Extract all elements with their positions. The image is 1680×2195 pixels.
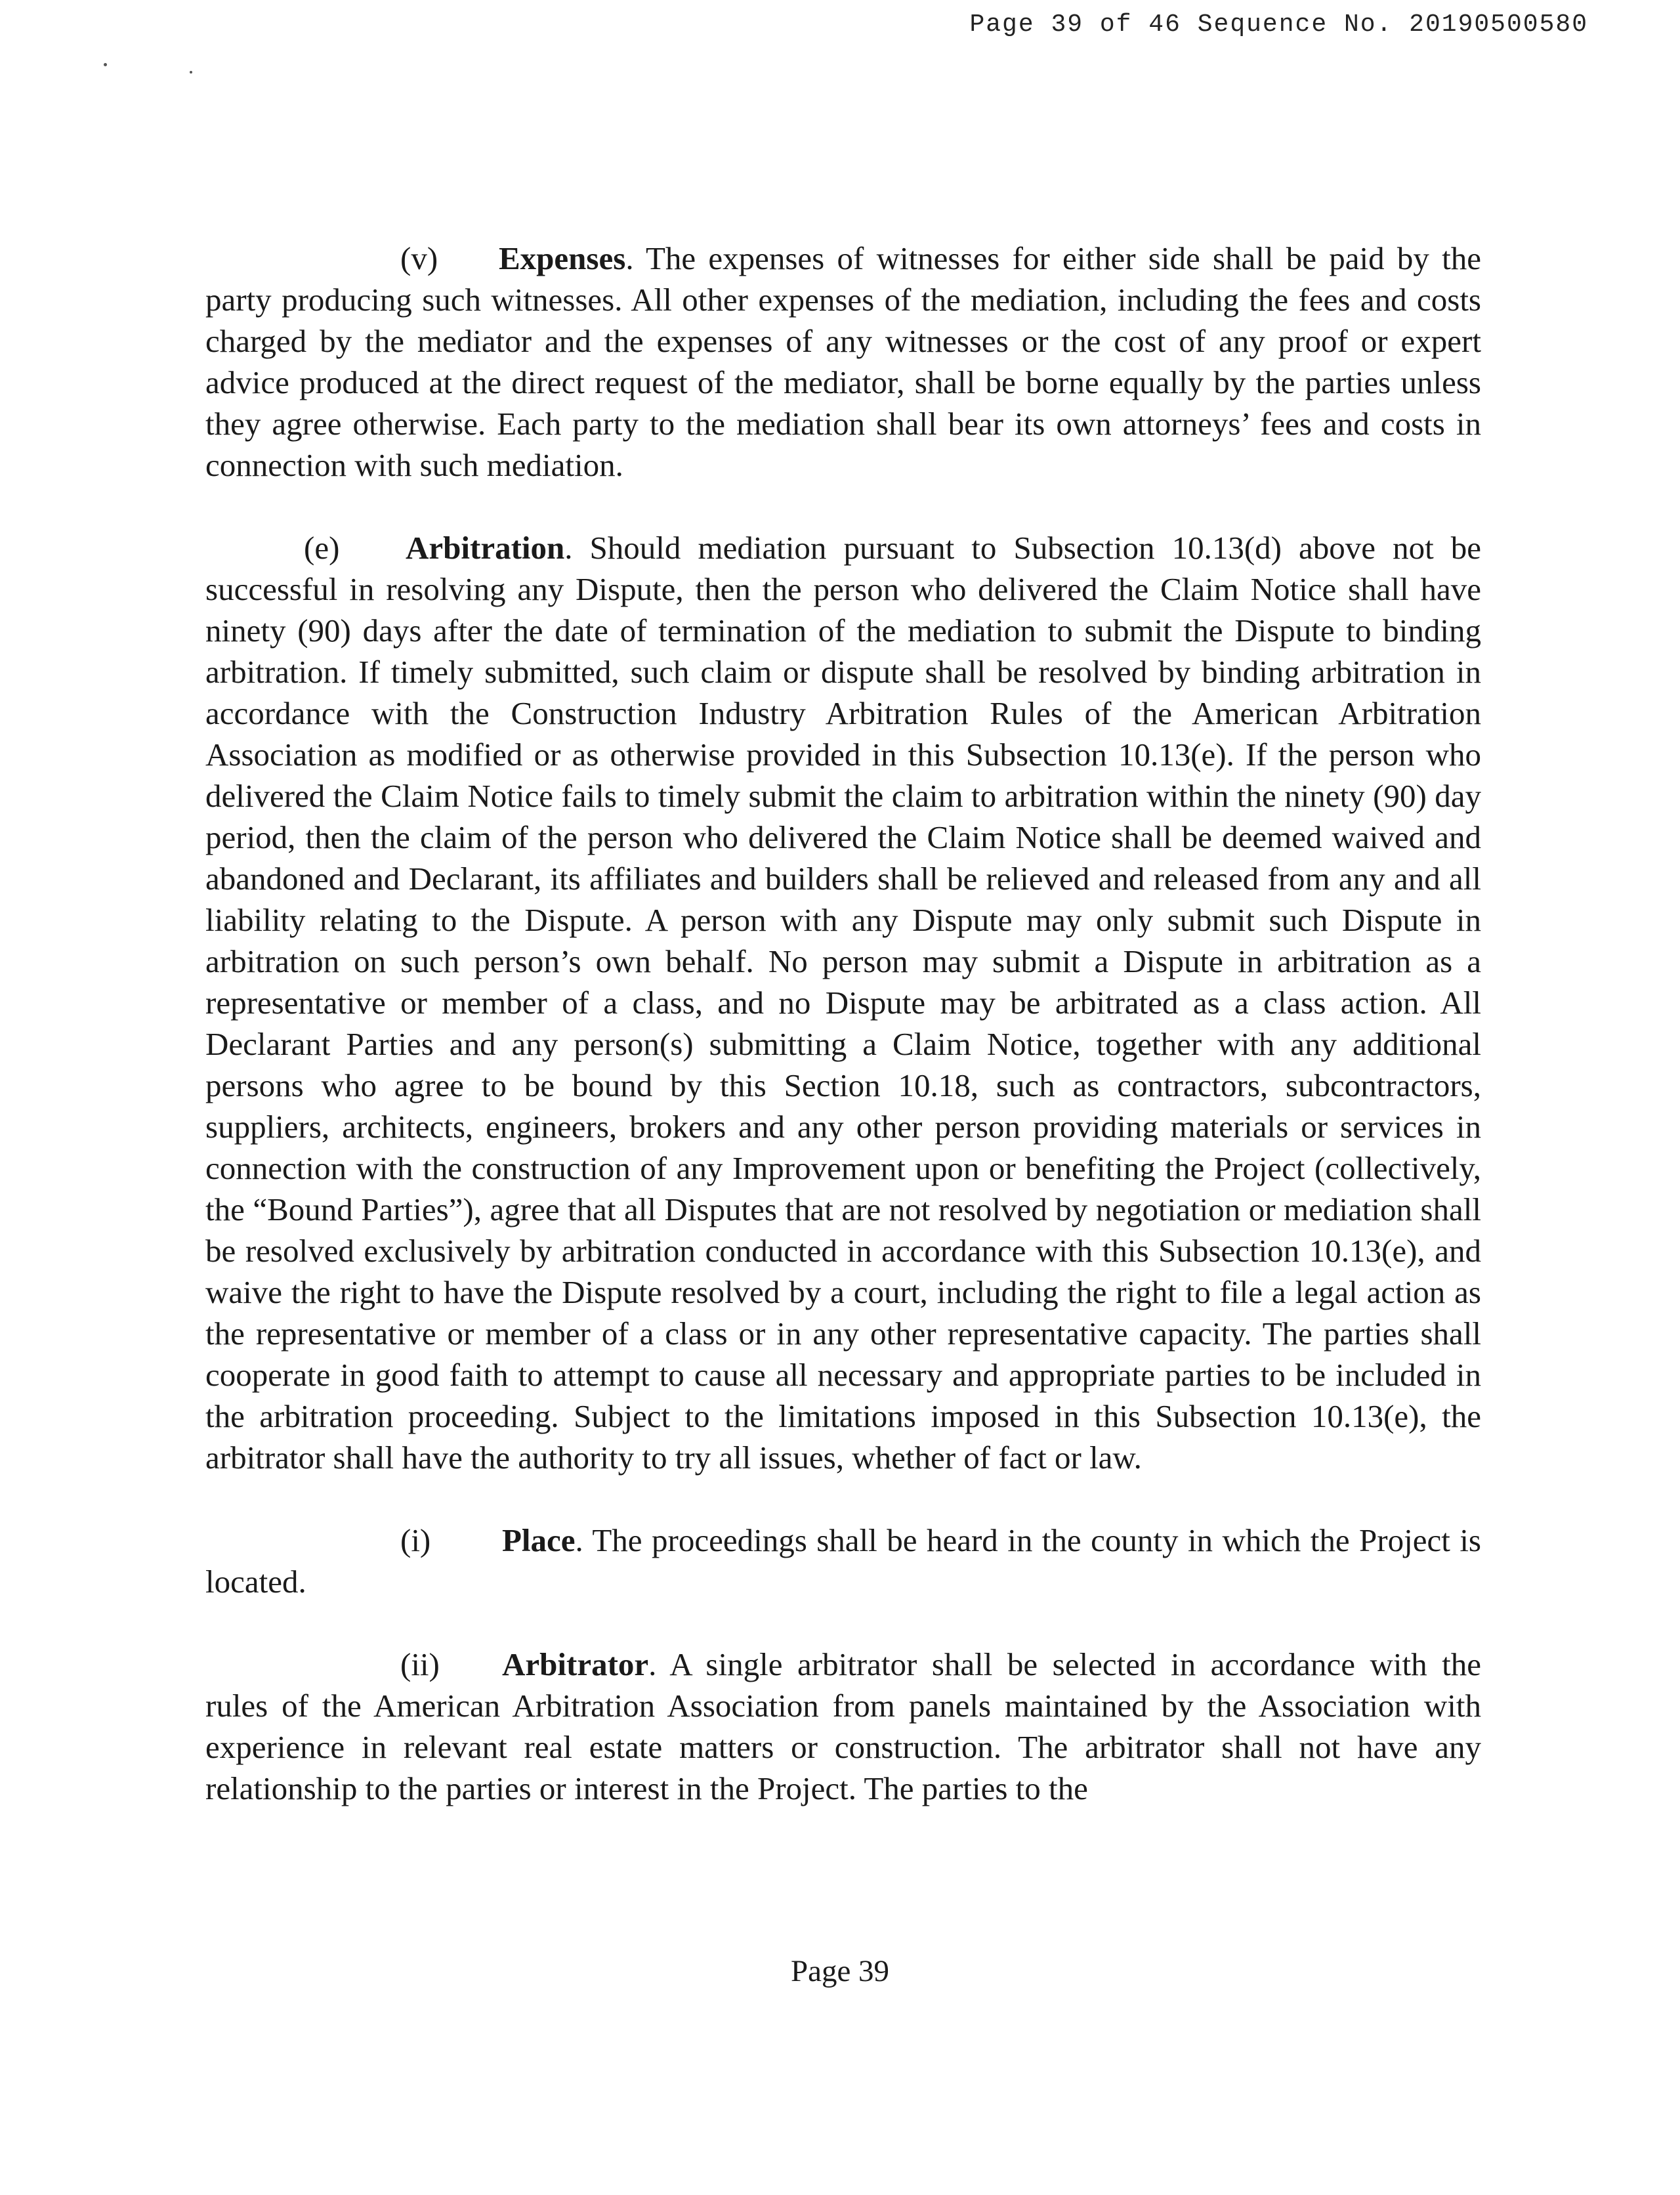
paragraph-number: (e) <box>304 530 340 566</box>
paragraph-text: . Should mediation pursuant to Subsection 10.13(d) above not be successful in resolving any Dispute, then the person who delivered the Claim Notice shall have ninety (90) days after the date of termination of the mediation to submit the Dispute to binding arbitration. If timely submitted, such claim or dispute shall be resolved by binding arbitration in accordance with the Construction Industry Arbitration Rules of the American Arbitration Association as modified or as otherwise provided in this Subsection 10.13(e). If the person who delivered the Claim Notice fails to timely submit the claim to arbitration within the ninety (90) day period, then the claim of the person who delivered the Claim Notice shall be deemed waived and abandoned and Declarant, its affiliates and builders shall be relieved and released from any and all liability relating to the Dispute. A person with any Dispute may only submit such Dispute in arbitration on such person’s own behalf. No person may submit a Dispute in arbitration as a representative or member of a class, and no Dispute may be arbitrated as a class action. All Declarant Parties and any person(s) submitting a Claim Notice, together with any additional persons who agree to be bound by this Section 10.18, such as contractors, subcontractors, suppliers, architects, engineers, brokers and any other person providing materials or services in connection with the construction of any Improvement upon or benefiting the Project (collectively, the “Bound Parties”), agree that all Disputes that are not resolved by negotiation or mediation shall be resolved exclusively by arbitration conducted in accordance with this Subsection 10.13(e), and waive the right to have the Dispute resolved by a court, including the right to file a legal action as the representative or member of a class or in any other representative capacity. The parties shall cooperate in good faith to attempt to cause all necessary and appropriate parties to be included in the arbitration proceeding. Subject to the limitations imposed in this Subsection 10.13(e), the arbitrator shall have the authority to try all issues, whether of fact or law. <box>205 530 1481 1476</box>
paragraph-heading: Expenses <box>499 240 626 276</box>
paragraph-number: (ii) <box>400 1646 440 1682</box>
document-body <box>205 238 1481 1850</box>
paragraph-number: (i) <box>400 1522 431 1558</box>
paragraph-arbitration <box>205 527 1481 1478</box>
paragraph-text: . The proceedings shall be heard in the county in which the Project is located. <box>205 1522 1481 1600</box>
paragraph-expenses <box>205 238 1481 486</box>
paragraph-text: . The expenses of witnesses for either side shall be paid by the party producing such witnesses. All other expenses of the mediation, including the fees and costs charged by the mediator and the expenses of any witnesses or the cost of any proof or expert advice produced at the direct request of the mediator, shall be borne equally by the parties unless they agree otherwise. Each party to the mediation shall bear its own attorneys’ fees and costs in connection with such mediation. <box>205 240 1481 483</box>
paragraph-heading: Arbitrator <box>502 1646 649 1682</box>
scan-speck <box>190 71 192 74</box>
paragraph-heading: Arbitration <box>406 530 565 566</box>
scan-speck <box>104 63 107 66</box>
paragraph-text: . A single arbitrator shall be selected in accordance with the rules of the American Arbitration Association from panels maintained by the Association with experience in relevant real estate matters or construction. The arbitrator shall not have any relationship to the parties or interest in the Project. The parties to the <box>205 1646 1481 1806</box>
paragraph-arbitrator <box>205 1644 1481 1809</box>
paragraph-place <box>205 1520 1481 1602</box>
sequence-stamp: Page 39 of 46 Sequence No. 20190500580 <box>969 11 1588 39</box>
page-footer: Page 39 <box>790 1954 890 1988</box>
paragraph-heading: Place <box>502 1522 576 1558</box>
paragraph-number: (v) <box>400 240 438 276</box>
